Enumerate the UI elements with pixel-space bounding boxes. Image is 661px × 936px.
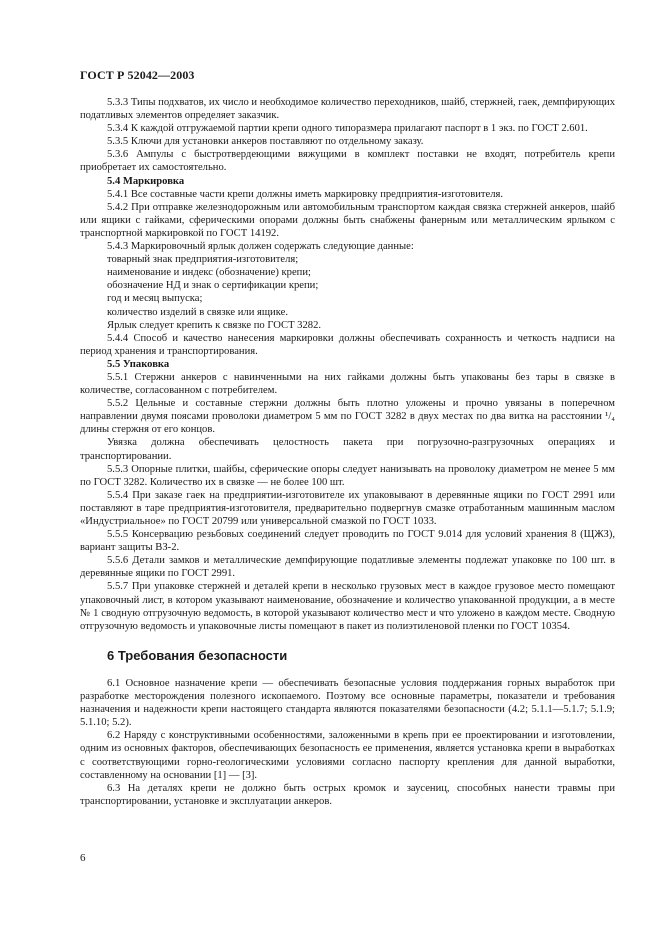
section-heading: 6 Требования безопасности xyxy=(107,647,288,663)
paragraph: 6.2 Наряду с конструктивными особенностями, заложенными в крепь при ее проектировании и изготовлении, одним из основных факторов, обеспечивающих безопасность ее применения, является установка крепи в выработках с соответствующими горно-геологическими условиями согласно паспорту крепления для данной выработки, составленному на основании [1] — [3]. xyxy=(80,730,615,781)
paragraph: 5.5.5 Консервацию резьбовых соединений следует проводить по ГОСТ 9.014 для условий хранения 8 (ЩЖЗ), вариант защиты ВЗ-2. xyxy=(80,529,615,554)
paragraph: 5.4.1 Все составные части крепи должны иметь маркировку предприятия-изготовителя. xyxy=(107,188,504,200)
paragraph: 5.5.3 Опорные плитки, шайбы, сферические опоры следует нанизывать на проволоку диаметром не менее 5 мм по ГОСТ 3282. Количество их в связке — не более 100 шт. xyxy=(80,463,615,488)
paragraph: год и месяц выпуска; xyxy=(107,293,203,305)
paragraph: 5.3.5 Ключи для установки анкеров поставляют по отдельному заказу. xyxy=(107,136,424,148)
paragraph: 5.3.3 Типы подхватов, их число и необходимое количество переходников, шайб, стержней, гаек, демпфирующих податливых элементов определяет заказчик. xyxy=(80,97,615,122)
paragraph: 5.5.6 Детали замков и металлические демпфирующие податливые элементы подлежат упаковке по 100 шт. в деревянные ящики по ГОСТ 2991. xyxy=(80,555,615,580)
paragraph: 6.3 На деталях крепи не должно быть острых кромок и заусениц, способных нанести травмы при транспортировании, установке и эксплуатации анкеров. xyxy=(80,782,615,807)
paragraph: товарный знак предприятия-изготовителя; xyxy=(107,254,299,266)
subsection-heading: 5.4 Маркировка xyxy=(107,175,185,187)
paragraph: Увязка должна обеспечивать целостность пакета при погрузочно-разгрузочных операциях и транспортировании. xyxy=(80,437,615,462)
paragraph: количество изделий в связке или ящике. xyxy=(107,306,288,318)
paragraph: 5.3.6 Ампулы с быстротвердеющими вяжущими в комплект поставки не входят, потребитель крепи приобретает их самостоятельно. xyxy=(80,149,615,174)
paragraph: 5.4.4 Способ и качество нанесения маркировки должны обеспечивать сохранность и четкость надписи на период хранения и транспортирования. xyxy=(80,332,615,357)
paragraph: 6.1 Основное назначение крепи — обеспечивать безопасные условия поддержания горных выработок при разработке месторождения полезного ископаемого. Поэтому все основные параметры, показатели и требования назначения и надежности крепи настоящего стандарта являются показателями безопасности (4.2; 5.1.1—5.1.7; 5.1.9; 5.1.10; 5.2). xyxy=(80,677,615,729)
paragraph: наименование и индекс (обозначение) крепи; xyxy=(107,267,311,279)
paragraph: Ярлык следует крепить к связке по ГОСТ 3282. xyxy=(107,319,322,331)
paragraph: 5.5.4 При заказе гаек на предприятии-изготовителе их упаковывают в деревянные ящики по ГОСТ 2991 или поставляют в таре предприятия-изготовителя, предварительно подвергнув смазке отработанным машинным маслом «Индустриальное» по ГОСТ 20799 или универсальной смазкой по ГОСТ 1033. xyxy=(80,489,615,527)
paragraph: 5.4.2 При отправке железнодорожным или автомобильным транспортом каждая связка стержней анкеров, шайб или ящики с гайками, сферическими опорами должны быть снабжены фанерным или металлическим ярлыком с транспортной маркировкой по ГОСТ 14192. xyxy=(80,201,615,239)
paragraph: 5.5.2 Цельные и составные стержни должны быть плотно уложены и прочно увязаны в поперечном направлении двумя поясами проволоки диаметром 5 мм по ГОСТ 3282 в двух местах по два витка на расстоянии ¹/₄ длины стержня от его концов. xyxy=(80,398,615,436)
page-number: 6 xyxy=(80,852,86,864)
subsection-heading: 5.5 Упаковка xyxy=(107,358,170,370)
paragraph: 5.5.7 При упаковке стержней и деталей крепи в несколько грузовых мест в каждое грузовое место помещают упаковочный лист, в котором указывают наименование, обозначение и количество упакованной продукции, а в месте № 1 сводную отгрузочную ведомость, в которой указывают количество мест и что уложено в каждом месте. Сводную отгрузочную ведомость и упаковочные листы помещают в пакет из полиэтиленовой пленки по ГОСТ 10354. xyxy=(80,581,615,632)
paragraph: 5.4.3 Маркировочный ярлык должен содержать следующие данные: xyxy=(107,241,414,253)
document-body xyxy=(80,96,615,808)
document-header: ГОСТ Р 52042—2003 xyxy=(80,68,195,82)
paragraph: обозначение НД и знак о сертификации крепи; xyxy=(107,280,319,292)
paragraph: 5.5.1 Стержни анкеров с навинченными на них гайками должны быть упакованы без тары в связке в количестве, согласованном с потребителем. xyxy=(80,371,615,397)
paragraph: 5.3.4 К каждой отгружаемой партии крепи одного типоразмера прилагают паспорт в 1 экз. по ГОСТ 2.601. xyxy=(107,123,588,135)
